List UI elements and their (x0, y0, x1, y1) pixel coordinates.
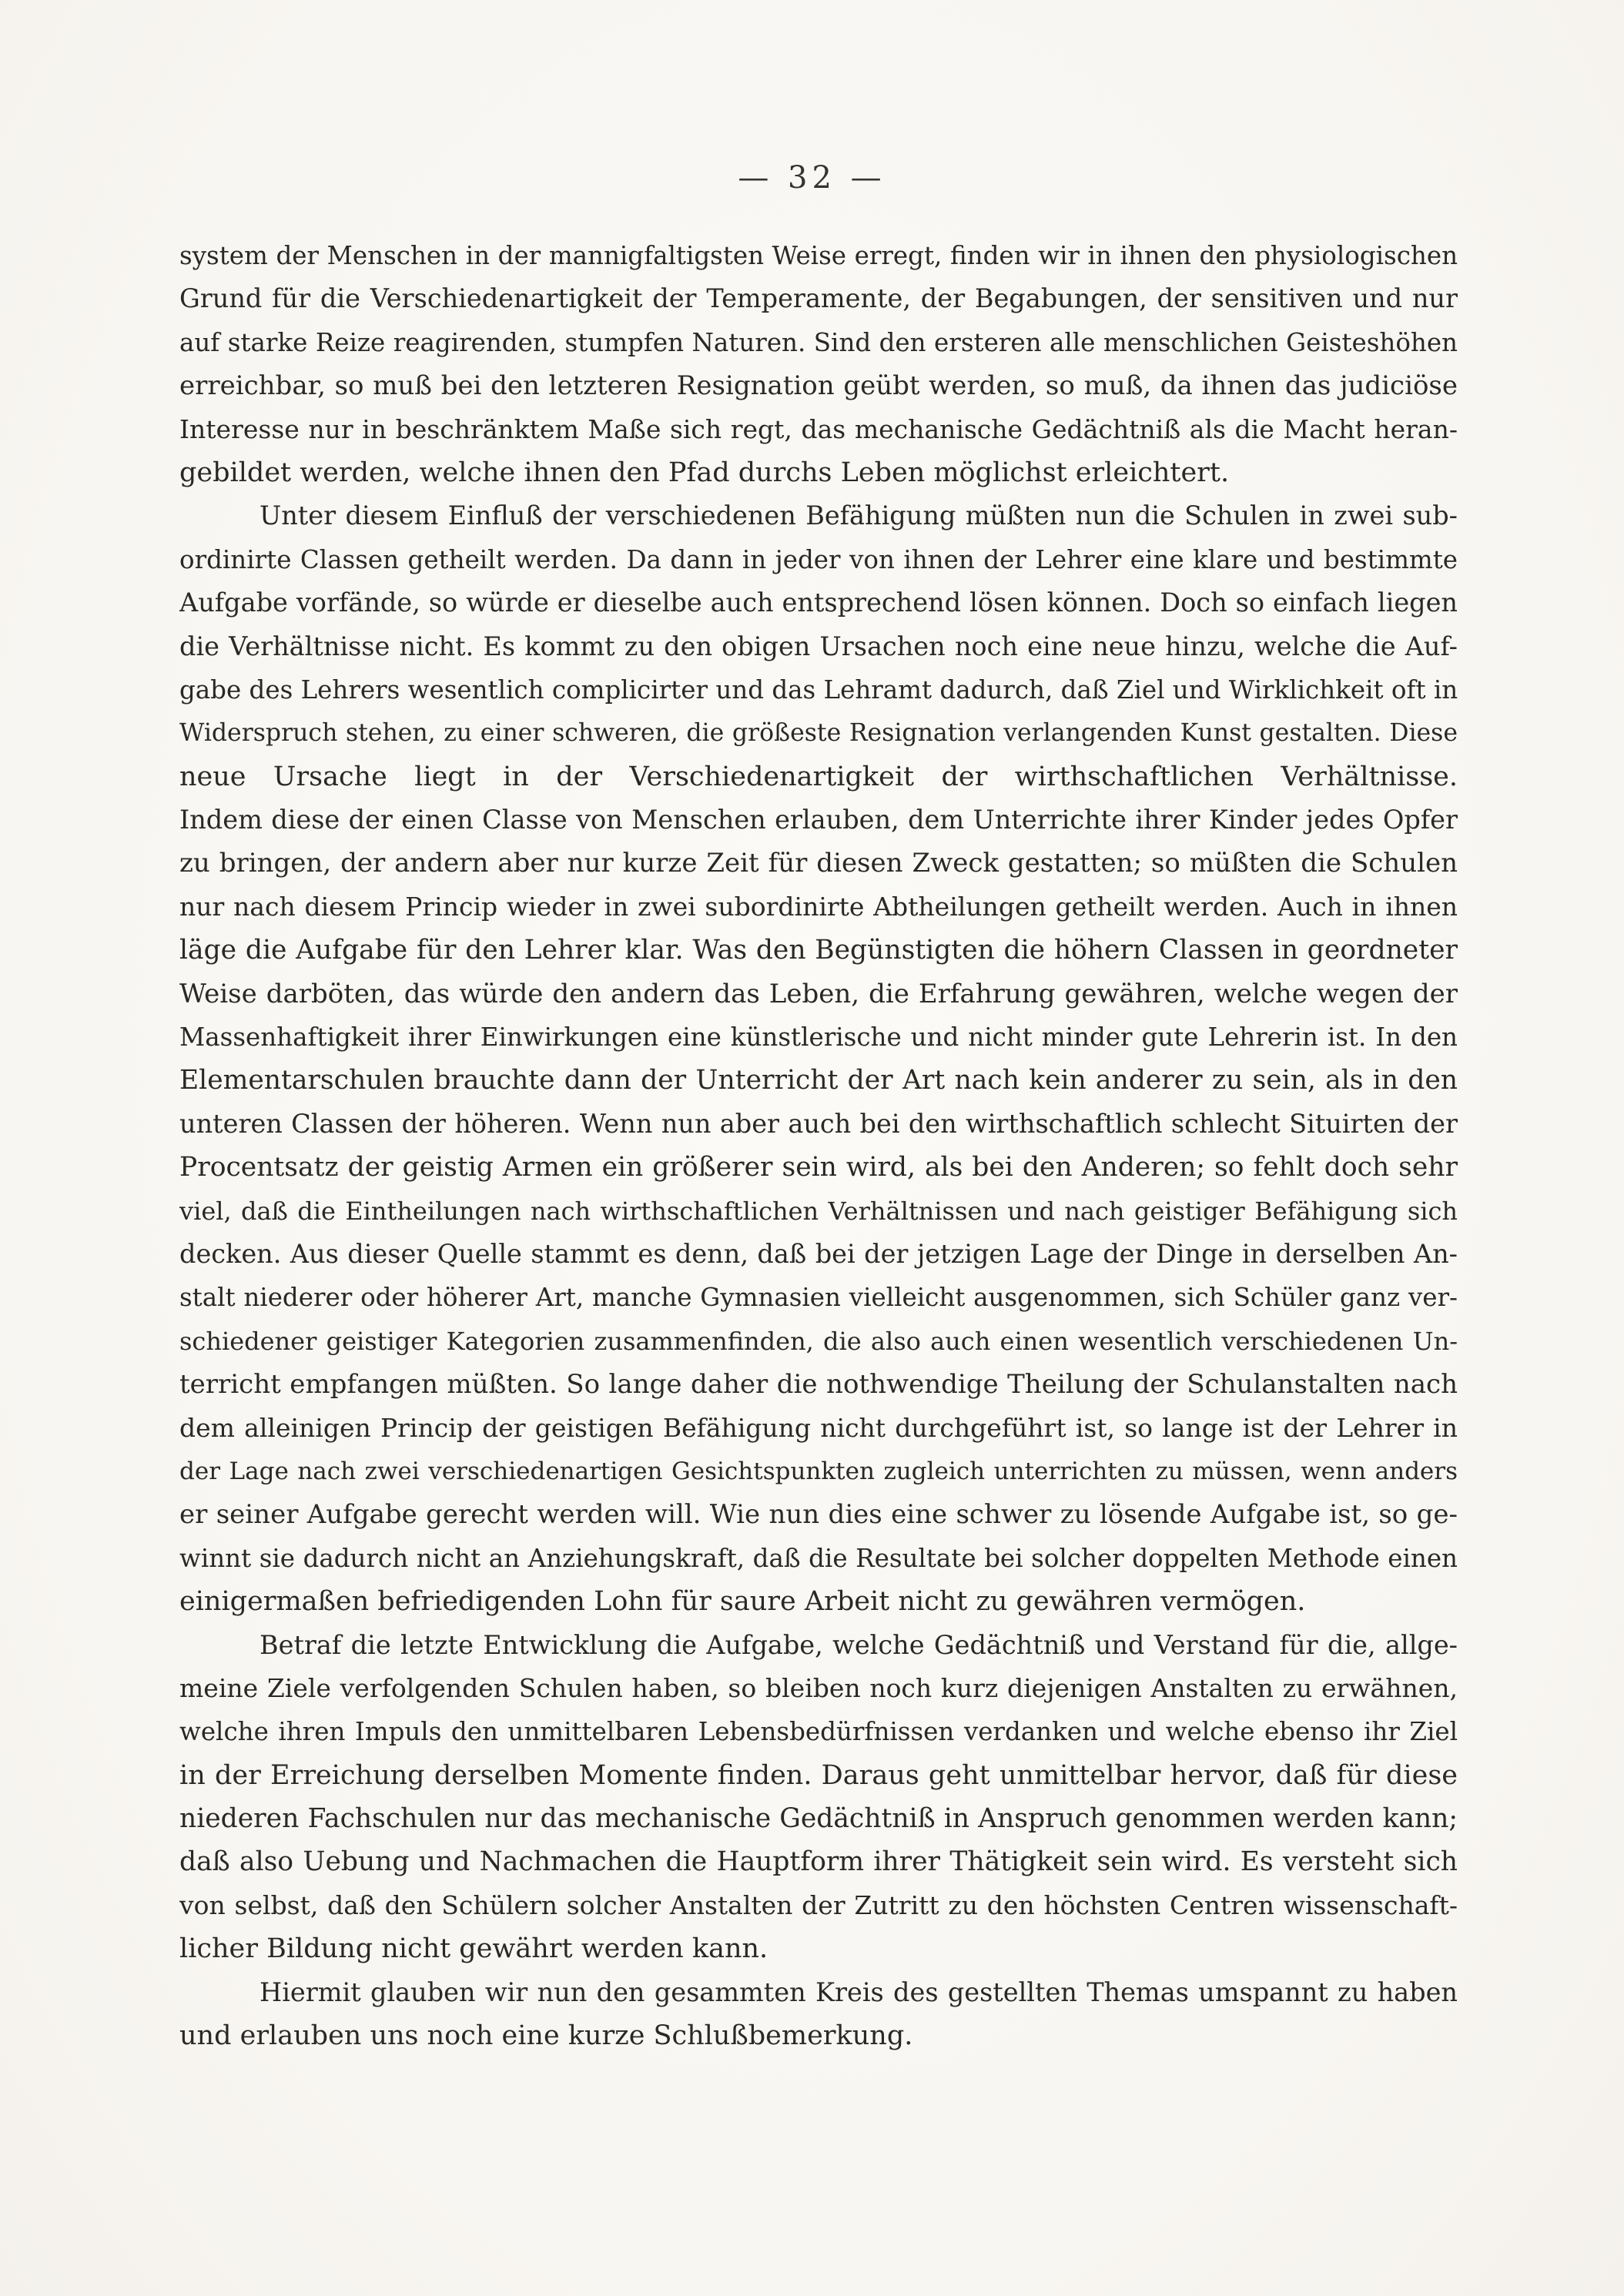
text-line: erreichbar, so muß bei den letzteren Resignation geübt werden, so muß, da ihnen das judiciöse (179, 370, 1458, 402)
page-number: — 32 — (738, 160, 886, 196)
text-line: Indem diese der einen Classe von Menschen erlauben, dem Unterrichte ihrer Kinder jedes Opfer (179, 805, 1458, 835)
text-line: nur nach diesem Princip wieder in zwei subordinirte Abtheilungen getheilt werden. Auch in ihnen (179, 891, 1458, 922)
text-line: Grund für die Verschiedenartigkeit der Temperamente, der Begabungen, der sensitiven und nur (179, 283, 1458, 314)
text-line: Elementarschulen brauchte dann der Unterricht der Art nach kein anderer zu sein, als in den (179, 1065, 1458, 1096)
text-line: und erlauben uns noch eine kurze Schlußbemerkung. (179, 2020, 913, 2052)
text-line: der Lage nach zwei verschiedenartigen Gesichtspunkten zugleich unterrichten zu müssen, wenn anders (179, 1457, 1458, 1485)
text-line: Weise darböten, das würde den andern das Leben, die Erfahrung gewähren, welche wegen der (179, 978, 1458, 1009)
text-line: unteren Classen der höheren. Wenn nun aber auch bei den wirthschaftlich schlecht Situirten der (179, 1108, 1458, 1139)
text-line: von selbst, daß den Schülern solcher Anstalten der Zutritt zu den höchsten Centren wissenschaft- (179, 1889, 1458, 1920)
text-line: Betraf die letzte Entwicklung die Aufgabe, welche Gedächtniß und Verstand für die, allge- (260, 1629, 1458, 1660)
text-line: terricht empfangen müßten. So lange daher die nothwendige Theilung der Schulanstalten nach (179, 1369, 1458, 1401)
text-line: neue Ursache liegt in der Verschiedenartigkeit der wirthschaftlichen Verhältnisse. (179, 761, 1458, 792)
text-line: läge die Aufgabe für den Lehrer klar. Was den Begünstigten die höhern Classen in geordneter (179, 935, 1458, 966)
text-line: gabe des Lehrers wesentlich complicirter und das Lehramt dadurch, daß Ziel und Wirklichkeit oft in (179, 674, 1458, 705)
text-line: decken. Aus dieser Quelle stammt es denn, daß bei der jetzigen Lage der Dinge in derselben An- (179, 1238, 1458, 1269)
text-line: er seiner Aufgabe gerecht werden will. Wie nun dies eine schwer zu lösende Aufgabe ist, so ge- (179, 1499, 1458, 1531)
text-line: meine Ziele verfolgenden Schulen haben, so bleiben noch kurz diejenigen Anstalten zu erwähnen, (179, 1672, 1458, 1703)
text-line: Interesse nur in beschränktem Maße sich regt, das mechanische Gedächtniß als die Macht heran- (179, 413, 1458, 444)
text-line: zu bringen, der andern aber nur kurze Zeit für diesen Zweck gestatten; so müßten die Schulen (179, 848, 1458, 879)
text-line: Widerspruch stehen, zu einer schweren, die größeste Resignation verlangenden Kunst gestalten. Diese (179, 719, 1458, 748)
text-line: gebildet werden, welche ihnen den Pfad durchs Leben möglichst erleichtert. (179, 457, 1230, 488)
text-line: system der Menschen in der mannigfaltigsten Weise erregt, finden wir in ihnen den physiologischen (179, 241, 1458, 270)
text-line: ordinirte Classen getheilt werden. Da dann in jeder von ihnen der Lehrer eine klare und bestimmte (179, 544, 1458, 574)
text-line: Procentsatz der geistig Armen ein größerer sein wird, als bei den Anderen; so fehlt doch sehr (179, 1152, 1458, 1183)
text-line: welche ihren Impuls den unmittelbaren Lebensbedürfnissen verdanken und welche ebenso ihr Ziel (179, 1717, 1458, 1747)
text-line: einigermaßen befriedigenden Lohn für saure Arbeit nicht zu gewähren vermögen. (179, 1586, 1306, 1618)
text-line: auf starke Reize reagirenden, stumpfen Naturen. Sind den ersteren alle menschlichen Geisteshöhen (179, 327, 1458, 357)
text-line: Aufgabe vorfände, so würde er dieselbe auch entsprechend lösen können. Doch so einfach liegen (179, 587, 1458, 618)
text-line: viel, daß die Eintheilungen nach wirthschaftlichen Verhältnissen und nach geistiger Befähigung sich (179, 1196, 1458, 1226)
text-line: Hiermit glauben wir nun den gesammten Kreis des gestellten Themas umspannt zu haben (260, 1976, 1458, 2007)
text-line: Unter diesem Einfluß der verschiedenen Befähigung müßten nun die Schulen in zwei sub- (260, 500, 1458, 531)
text-line: daß also Uebung und Nachmachen die Hauptform ihrer Thätigkeit sein wird. Es versteht sich (179, 1846, 1458, 1878)
text-line: Massenhaftigkeit ihrer Einwirkungen eine künstlerische und nicht minder gute Lehrerin ist. In den (179, 1022, 1458, 1053)
text-line: niederen Fachschulen nur das mechanische Gedächtniß in Anspruch genommen werden kann; (179, 1803, 1458, 1835)
text-line: schiedener geistiger Kategorien zusammenfinden, die also auch einen wesentlich verschiedenen Un- (179, 1326, 1458, 1356)
text-line: dem alleinigen Princip der geistigen Befähigung nicht durchgeführt ist, so lange ist der Lehrer in (179, 1412, 1458, 1443)
text-line: die Verhältnisse nicht. Es kommt zu den obigen Ursachen noch eine neue hinzu, welche die Auf- (179, 631, 1458, 661)
text-line: in der Erreichung derselben Momente finden. Daraus geht unmittelbar hervor, daß für diese (179, 1759, 1458, 1791)
body-text (179, 234, 1458, 2057)
text-line: winnt sie dadurch nicht an Anziehungskraft, daß die Resultate bei solcher doppelten Methode einen (179, 1543, 1458, 1573)
text-line: licher Bildung nicht gewährt werden kann. (179, 1933, 768, 1965)
text-line: stalt niederer oder höherer Art, manche Gymnasien vielleicht ausgenommen, sich Schüler ganz ver- (179, 1283, 1458, 1313)
